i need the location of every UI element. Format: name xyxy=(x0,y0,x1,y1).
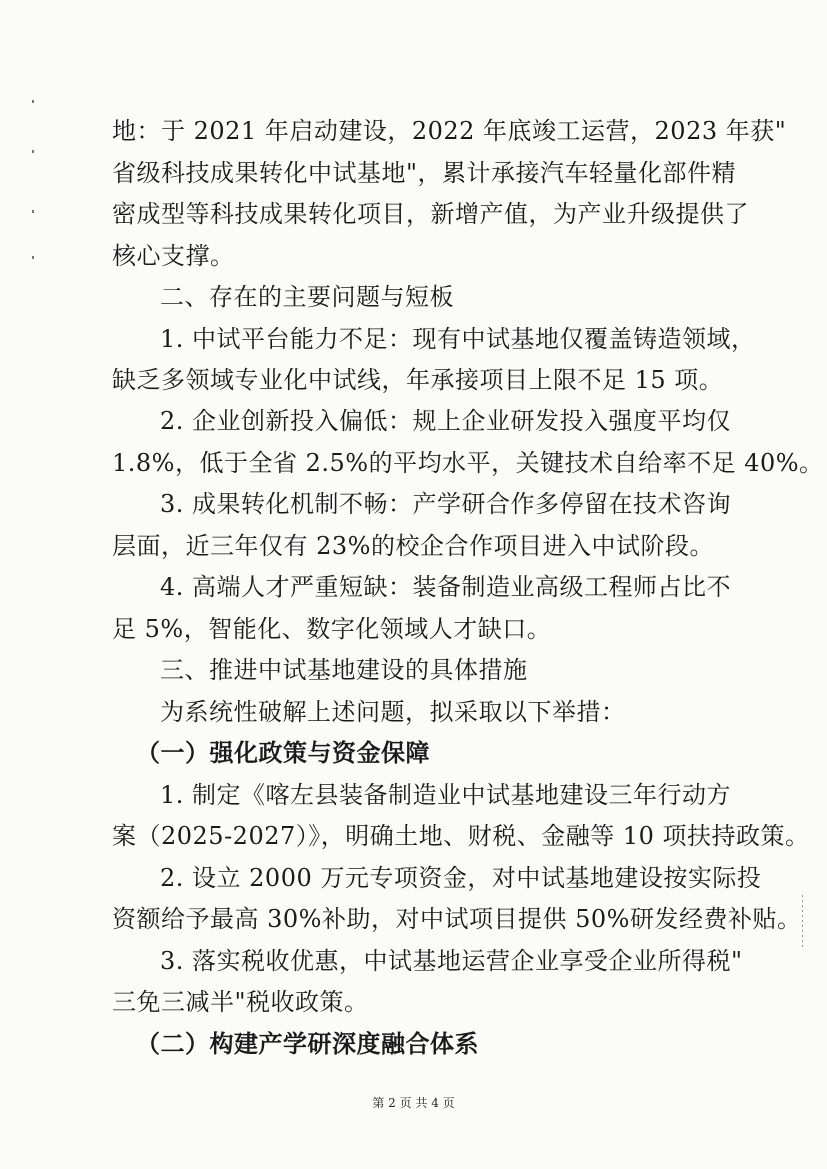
list-item-line: 足 5%，智能化、数字化领域人才缺口。 xyxy=(112,615,552,643)
paragraph-line: 核心支撑。 xyxy=(112,242,235,270)
section-heading: 二、存在的主要问题与短板 xyxy=(160,283,454,311)
subsection-heading: （二）构建产学研深度融合体系 xyxy=(136,1029,479,1058)
list-item-line: 1. 中试平台能力不足：现有中试基地仅覆盖铸造领域， xyxy=(160,325,756,353)
subsection-heading: （一）强化政策与资金保障 xyxy=(136,738,430,767)
paragraph-line: 为系统性破解上述问题，拟采取以下举措： xyxy=(160,698,626,726)
paragraph-line: 地：于 2021 年启动建设，2022 年底竣工运营，2023 年获" xyxy=(112,117,787,145)
scan-edge-artifact xyxy=(802,895,803,950)
list-item-line: 3. 成果转化机制不畅：产学研合作多停留在技术咨询 xyxy=(160,490,732,518)
page-number-footer: 第 2 页 共 4 页 xyxy=(372,1096,455,1110)
list-item-line: 1. 制定《喀左县装备制造业中试基地建设三年行动方 xyxy=(160,781,732,809)
paragraph-line: 省级科技成果转化中试基地"，累计承接汽车轻量化部件精 xyxy=(112,159,737,187)
scan-artifact xyxy=(32,100,34,103)
section-heading: 三、推进中试基地建设的具体措施 xyxy=(160,656,528,684)
list-item-line: 2. 企业创新投入偏低：规上企业研发投入强度平均仅 xyxy=(160,407,732,435)
list-item-line: 三免三减半"税收政策。 xyxy=(112,988,369,1016)
list-item-line: 资额给予最高 30%补助，对中试项目提供 50%研发经费补贴。 xyxy=(112,905,802,933)
list-item-line: 3. 落实税收优惠，中试基地运营企业享受企业所得税" xyxy=(160,947,743,975)
scan-artifact xyxy=(32,256,34,259)
list-item-line: 层面，近三年仅有 23%的校企合作项目进入中试阶段。 xyxy=(112,532,714,560)
scan-artifact xyxy=(32,210,34,213)
list-item-line: 1.8%，低于全省 2.5%的平均水平，关键技术自给率不足 40%。 xyxy=(112,449,824,477)
list-item-line: 案（2025-2027）》，明确土地、财税、金融等 10 项扶持政策。 xyxy=(112,822,810,850)
paragraph-line: 密成型等科技成果转化项目，新增产值，为产业升级提供了 xyxy=(112,200,749,228)
scan-artifact xyxy=(32,150,34,153)
list-item-line: 缺乏多领域专业化中试线，年承接项目上限不足 15 项。 xyxy=(112,366,724,394)
list-item-line: 4. 高端人才严重短缺：装备制造业高级工程师占比不 xyxy=(160,573,732,601)
list-item-line: 2. 设立 2000 万元专项资金，对中试基地建设按实际投 xyxy=(160,864,762,892)
